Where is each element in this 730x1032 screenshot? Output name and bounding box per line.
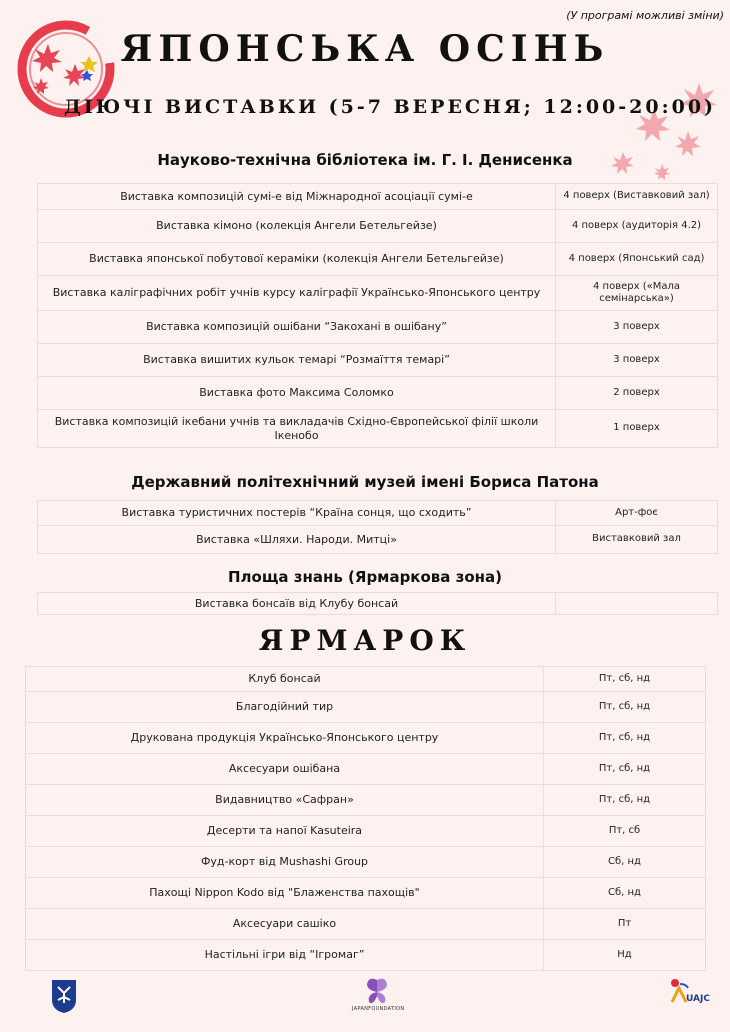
page-subtitle: ДІЮЧІ ВИСТАВКИ (5-7 ВЕРЕСНЯ; 12:00-20:00) <box>63 96 717 118</box>
exhibition-place: Виставковий зал <box>556 526 718 554</box>
vendor-days: Сб, нд <box>544 847 706 878</box>
japan-foundation-logo-icon <box>360 976 394 1006</box>
table-row <box>38 410 718 448</box>
exhibition-name: Виставка «Шляхи. Народи. Митці» <box>38 526 556 554</box>
japan-foundation-logo-text: JAPANFOUNDATION <box>352 1006 405 1012</box>
vendor-name: Клуб бонсай <box>26 667 544 692</box>
table-row <box>26 754 706 785</box>
exhibition-name: Виставка каліграфічних робіт учнів курсу каліграфії Українсько-Японського центру <box>38 276 556 311</box>
table-row <box>38 243 718 276</box>
table-row <box>38 184 718 210</box>
exhibition-name: Виставка туристичних постерів “Країна сонця, що сходить” <box>38 501 556 526</box>
vendor-name: Друкована продукція Українсько-Японського центру <box>26 723 544 754</box>
fair-title: ЯРМАРОК <box>258 624 472 657</box>
vendor-days: Пт, сб, нд <box>544 723 706 754</box>
vendor-days: Нд <box>544 940 706 971</box>
vendor-days: Пт, сб, нд <box>544 667 706 692</box>
uajc-logo-text: UAJC <box>686 994 710 1004</box>
exhibition-place: 3 поверх <box>556 344 718 377</box>
vendor-days: Пт, сб, нд <box>544 785 706 816</box>
exhibition-place: 4 поверх (аудиторія 4.2) <box>556 210 718 243</box>
vendor-name: Фуд-корт від Mushashi Group <box>26 847 544 878</box>
section-title-museum: Державний політехнічний музей імені Бориса Патона <box>131 473 599 491</box>
exhibition-place: 4 поверх («Мала семінарська») <box>556 276 718 311</box>
vendor-days: Сб, нд <box>544 878 706 909</box>
vendor-days: Пт, сб <box>544 816 706 847</box>
exhibition-name: Виставка композицій сумі-е від Міжнародної асоціації сумі-е <box>38 184 556 210</box>
vendor-days: Пт, сб, нд <box>544 754 706 785</box>
exhibition-place: 3 поверх <box>556 311 718 344</box>
kpi-emblem-icon <box>50 978 78 1014</box>
exhibition-name: Виставка фото Максима Соломко <box>38 377 556 410</box>
fair-table <box>25 666 706 971</box>
vendor-days: Пт <box>544 909 706 940</box>
table-row <box>26 878 706 909</box>
vendor-name: Аксесуари ошібана <box>26 754 544 785</box>
exhibition-place: 4 поверх (Виставковий зал) <box>556 184 718 210</box>
exhibition-place: 1 поверх <box>556 410 718 448</box>
exhibition-name: Виставка кімоно (колекція Ангели Бетельгейзе) <box>38 210 556 243</box>
table-row <box>38 526 718 554</box>
vendor-days: Пт, сб, нд <box>544 692 706 723</box>
exhibition-place: Арт-фоє <box>556 501 718 526</box>
table-row <box>26 692 706 723</box>
exhibition-name: Виставка композицій ошібани “Закохані в ошібану” <box>38 311 556 344</box>
table-row <box>38 311 718 344</box>
table-row <box>26 723 706 754</box>
vendor-name: Благодійний тир <box>26 692 544 723</box>
vendor-name: Пахощі Nippon Kodo від "Блаженства пахощів" <box>26 878 544 909</box>
table-row <box>26 816 706 847</box>
museum-exhibitions-table <box>37 500 718 554</box>
table-row <box>38 593 718 615</box>
table-row <box>38 276 718 311</box>
vendor-name: Настільні ігри від “Ігромаг” <box>26 940 544 971</box>
exhibition-place: 4 поверх (Японський сад) <box>556 243 718 276</box>
section-title-library: Науково-технічна бібліотека ім. Г. І. Денисенка <box>157 151 573 169</box>
vendor-name: Видавництво «Сафран» <box>26 785 544 816</box>
table-row <box>38 501 718 526</box>
library-exhibitions-table <box>37 183 718 448</box>
table-row <box>26 667 706 692</box>
table-row <box>38 344 718 377</box>
exhibition-place <box>556 593 718 615</box>
table-row <box>26 940 706 971</box>
table-row <box>26 785 706 816</box>
changes-note: (У програмі можливі зміни) <box>566 9 724 22</box>
exhibition-place: 2 поверх <box>556 377 718 410</box>
square-exhibitions-table <box>37 592 718 615</box>
table-row <box>38 377 718 410</box>
table-row <box>26 909 706 940</box>
exhibition-name: Виставка японської побутової кераміки (колекція Ангели Бетельгейзе) <box>38 243 556 276</box>
exhibition-name: Виставка композицій ікебани учнів та викладачів Східно-Європейської філії школи Ікенобо <box>38 410 556 448</box>
vendor-name: Аксесуари сашіко <box>26 909 544 940</box>
vendor-name: Десерти та напої Kasuteira <box>26 816 544 847</box>
exhibition-name: Виставка вишитих кульок темарі “Розмаїття темарі” <box>38 344 556 377</box>
section-title-knowledge-square: Площа знань (Ярмаркова зона) <box>228 568 502 586</box>
table-row <box>26 847 706 878</box>
table-row <box>38 210 718 243</box>
page-title: ЯПОНСЬКА ОСІНЬ <box>120 28 610 70</box>
exhibition-name: Виставка бонсаїв від Клубу бонсай <box>38 593 556 615</box>
